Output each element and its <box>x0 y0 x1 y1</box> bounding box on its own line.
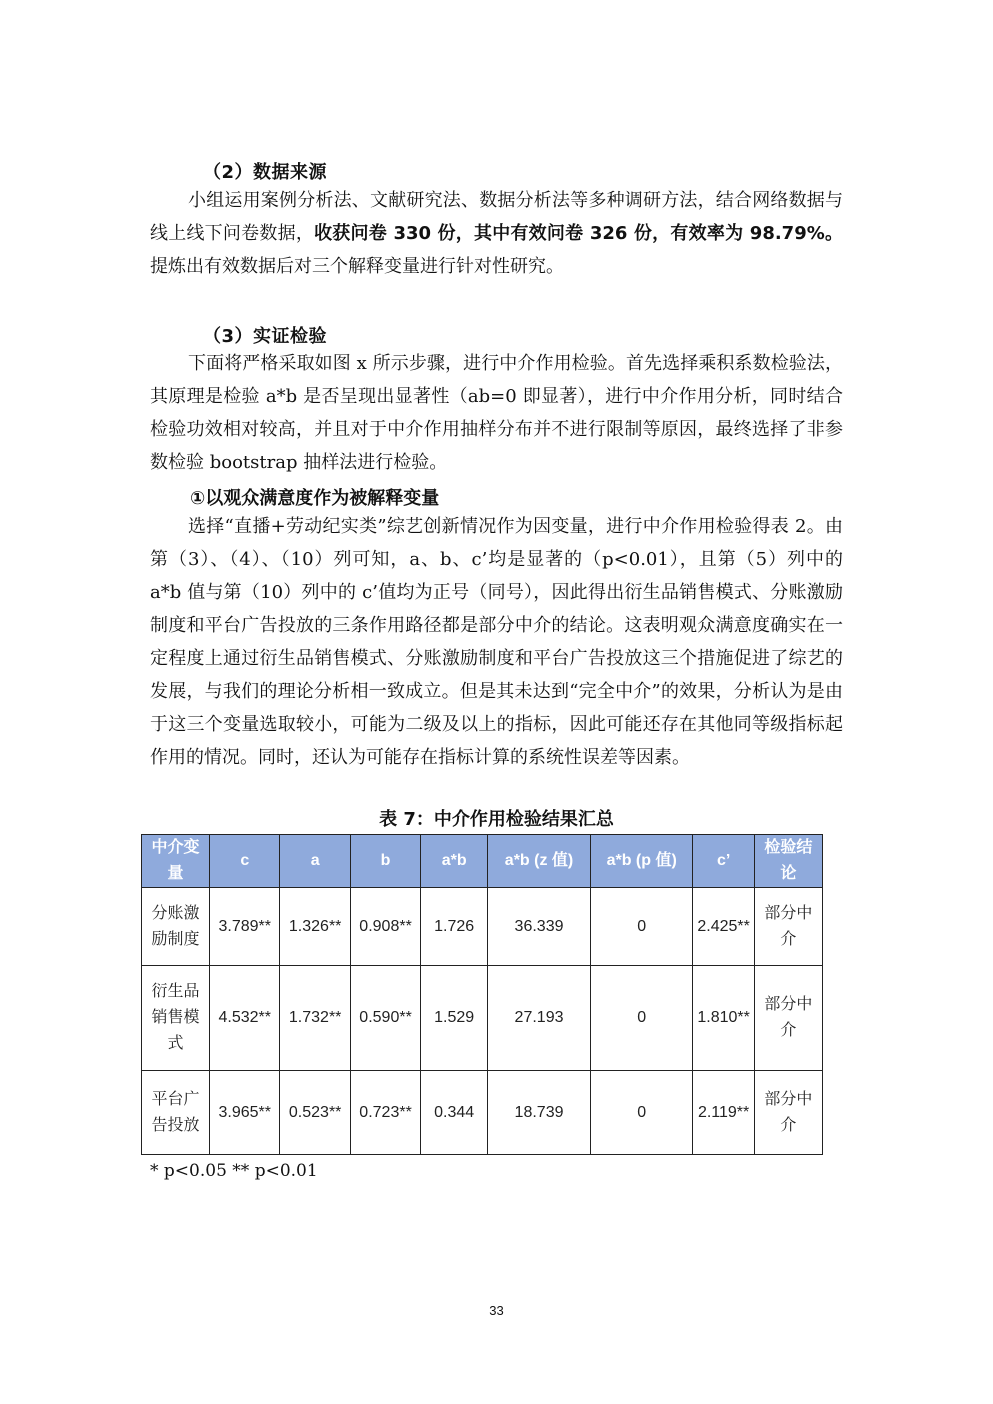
table-cell: 分账激励制度 <box>142 888 210 966</box>
table-cell: 1.726 <box>421 888 488 966</box>
table-caption: 表 7：中介作用检验结果汇总 <box>379 809 614 830</box>
table-cell: 0.908** <box>350 888 420 966</box>
table-cell: 0 <box>591 966 693 1071</box>
table-cell: 0 <box>591 888 693 966</box>
table-cell: 部分中介 <box>754 966 822 1071</box>
page-number: 33 <box>489 1303 504 1318</box>
table-cell: 0.523** <box>280 1071 350 1155</box>
header-cell: a*b (z 值) <box>488 835 591 888</box>
header-cell: 中介变量 <box>142 835 210 888</box>
table-cell: 4.532** <box>210 966 280 1071</box>
table-cell: 2.119** <box>693 1071 755 1155</box>
table-cell: 0 <box>591 1071 693 1155</box>
table-cell: 衍生品销售模式 <box>142 966 210 1071</box>
table-cell: 36.339 <box>488 888 591 966</box>
table-row <box>142 888 823 966</box>
table-cell: 2.425** <box>693 888 755 966</box>
paragraph-text: 小组运用案例分析法、文献研究法、数据分析法等多种调研方法，结合网络数据与线上线下问卷数据， <box>150 190 843 244</box>
table-note: * p<0.05 ** p<0.01 <box>150 1161 318 1181</box>
header-cell: a*b <box>421 835 488 888</box>
paragraph-text-end: 提炼出有效数据后对三个解释变量进行针对性研究。 <box>150 256 564 277</box>
header-cell: b <box>350 835 420 888</box>
table-cell: 部分中介 <box>754 888 822 966</box>
paragraph-method: 下面将严格采取如图 x 所示步骤，进行中介作用检验。首先选择乘积系数检验法，其原理是检验 a*b 是否呈现出显著性（ab=0 即显著），进行中介作用分析，同时结合检验功效相对较高，并且对于中介作用抽样分布并不进行限制等原因，最终选择了非参数检验 bootstrap 抽样法进行检验。 <box>150 353 843 473</box>
table-cell: 1.529 <box>421 966 488 1071</box>
table-row <box>142 1071 823 1155</box>
table-header-row <box>142 835 823 888</box>
table-cell: 3.789** <box>210 888 280 966</box>
header-cell: a*b (p 值) <box>591 835 693 888</box>
section-heading-empirical-test: （3）实证检验 <box>203 326 328 347</box>
table-cell: 27.193 <box>488 966 591 1071</box>
table-cell: 0.344 <box>421 1071 488 1155</box>
table-cell: 部分中介 <box>754 1071 822 1155</box>
header-cell: c’ <box>693 835 755 888</box>
paragraph-bold-text: 收获问卷 330 份，其中有效问卷 326 份，有效率为 98.79%。 <box>314 223 843 244</box>
table-cell: 1.732** <box>280 966 350 1071</box>
table-row <box>142 966 823 1071</box>
table-cell: 18.739 <box>488 1071 591 1155</box>
table-cell: 1.326** <box>280 888 350 966</box>
table-cell: 0.723** <box>350 1071 420 1155</box>
table-cell: 3.965** <box>210 1071 280 1155</box>
paragraph-analysis: 选择“直播+劳动纪实类”综艺创新情况作为因变量，进行中介作用检验得表 2。由第（3）、（4）、（10）列可知，a、b、c’均是显著的（p<0.01），且第（5）列中的 a*b 值与第（10）列中的 c’值均为正号（同号），因此得出衍生品销售模式、分账激励制度和平台广告投放的三条作用路径都是部分中介的结论。这表明观众满意度确实在一定程度上通过衍生品销售模式、分账激励制度和平台广告投放这三个措施促进了综艺的发展，与我们的理论分析相一致成立。但是其未达到“完全中介”的效果，分析认为是由于这三个变量选取较小，可能为二级及以上的指标，因此可能还存在其他同等级指标起作用的情况。同时，还认为可能存在指标计算的系统性误差等因素。 <box>150 516 843 768</box>
table-cell: 0.590** <box>350 966 420 1071</box>
subheading-audience-satisfaction: ①以观众满意度作为被解释变量 <box>190 488 440 509</box>
paragraph-data-source <box>150 184 843 283</box>
table-cell: 1.810** <box>693 966 755 1071</box>
header-cell: 检验结论 <box>754 835 822 888</box>
results-table <box>141 834 823 1155</box>
table-cell: 平台广告投放 <box>142 1071 210 1155</box>
header-cell: a <box>280 835 350 888</box>
section-heading-data-source: （2）数据来源 <box>203 162 328 183</box>
header-cell: c <box>210 835 280 888</box>
